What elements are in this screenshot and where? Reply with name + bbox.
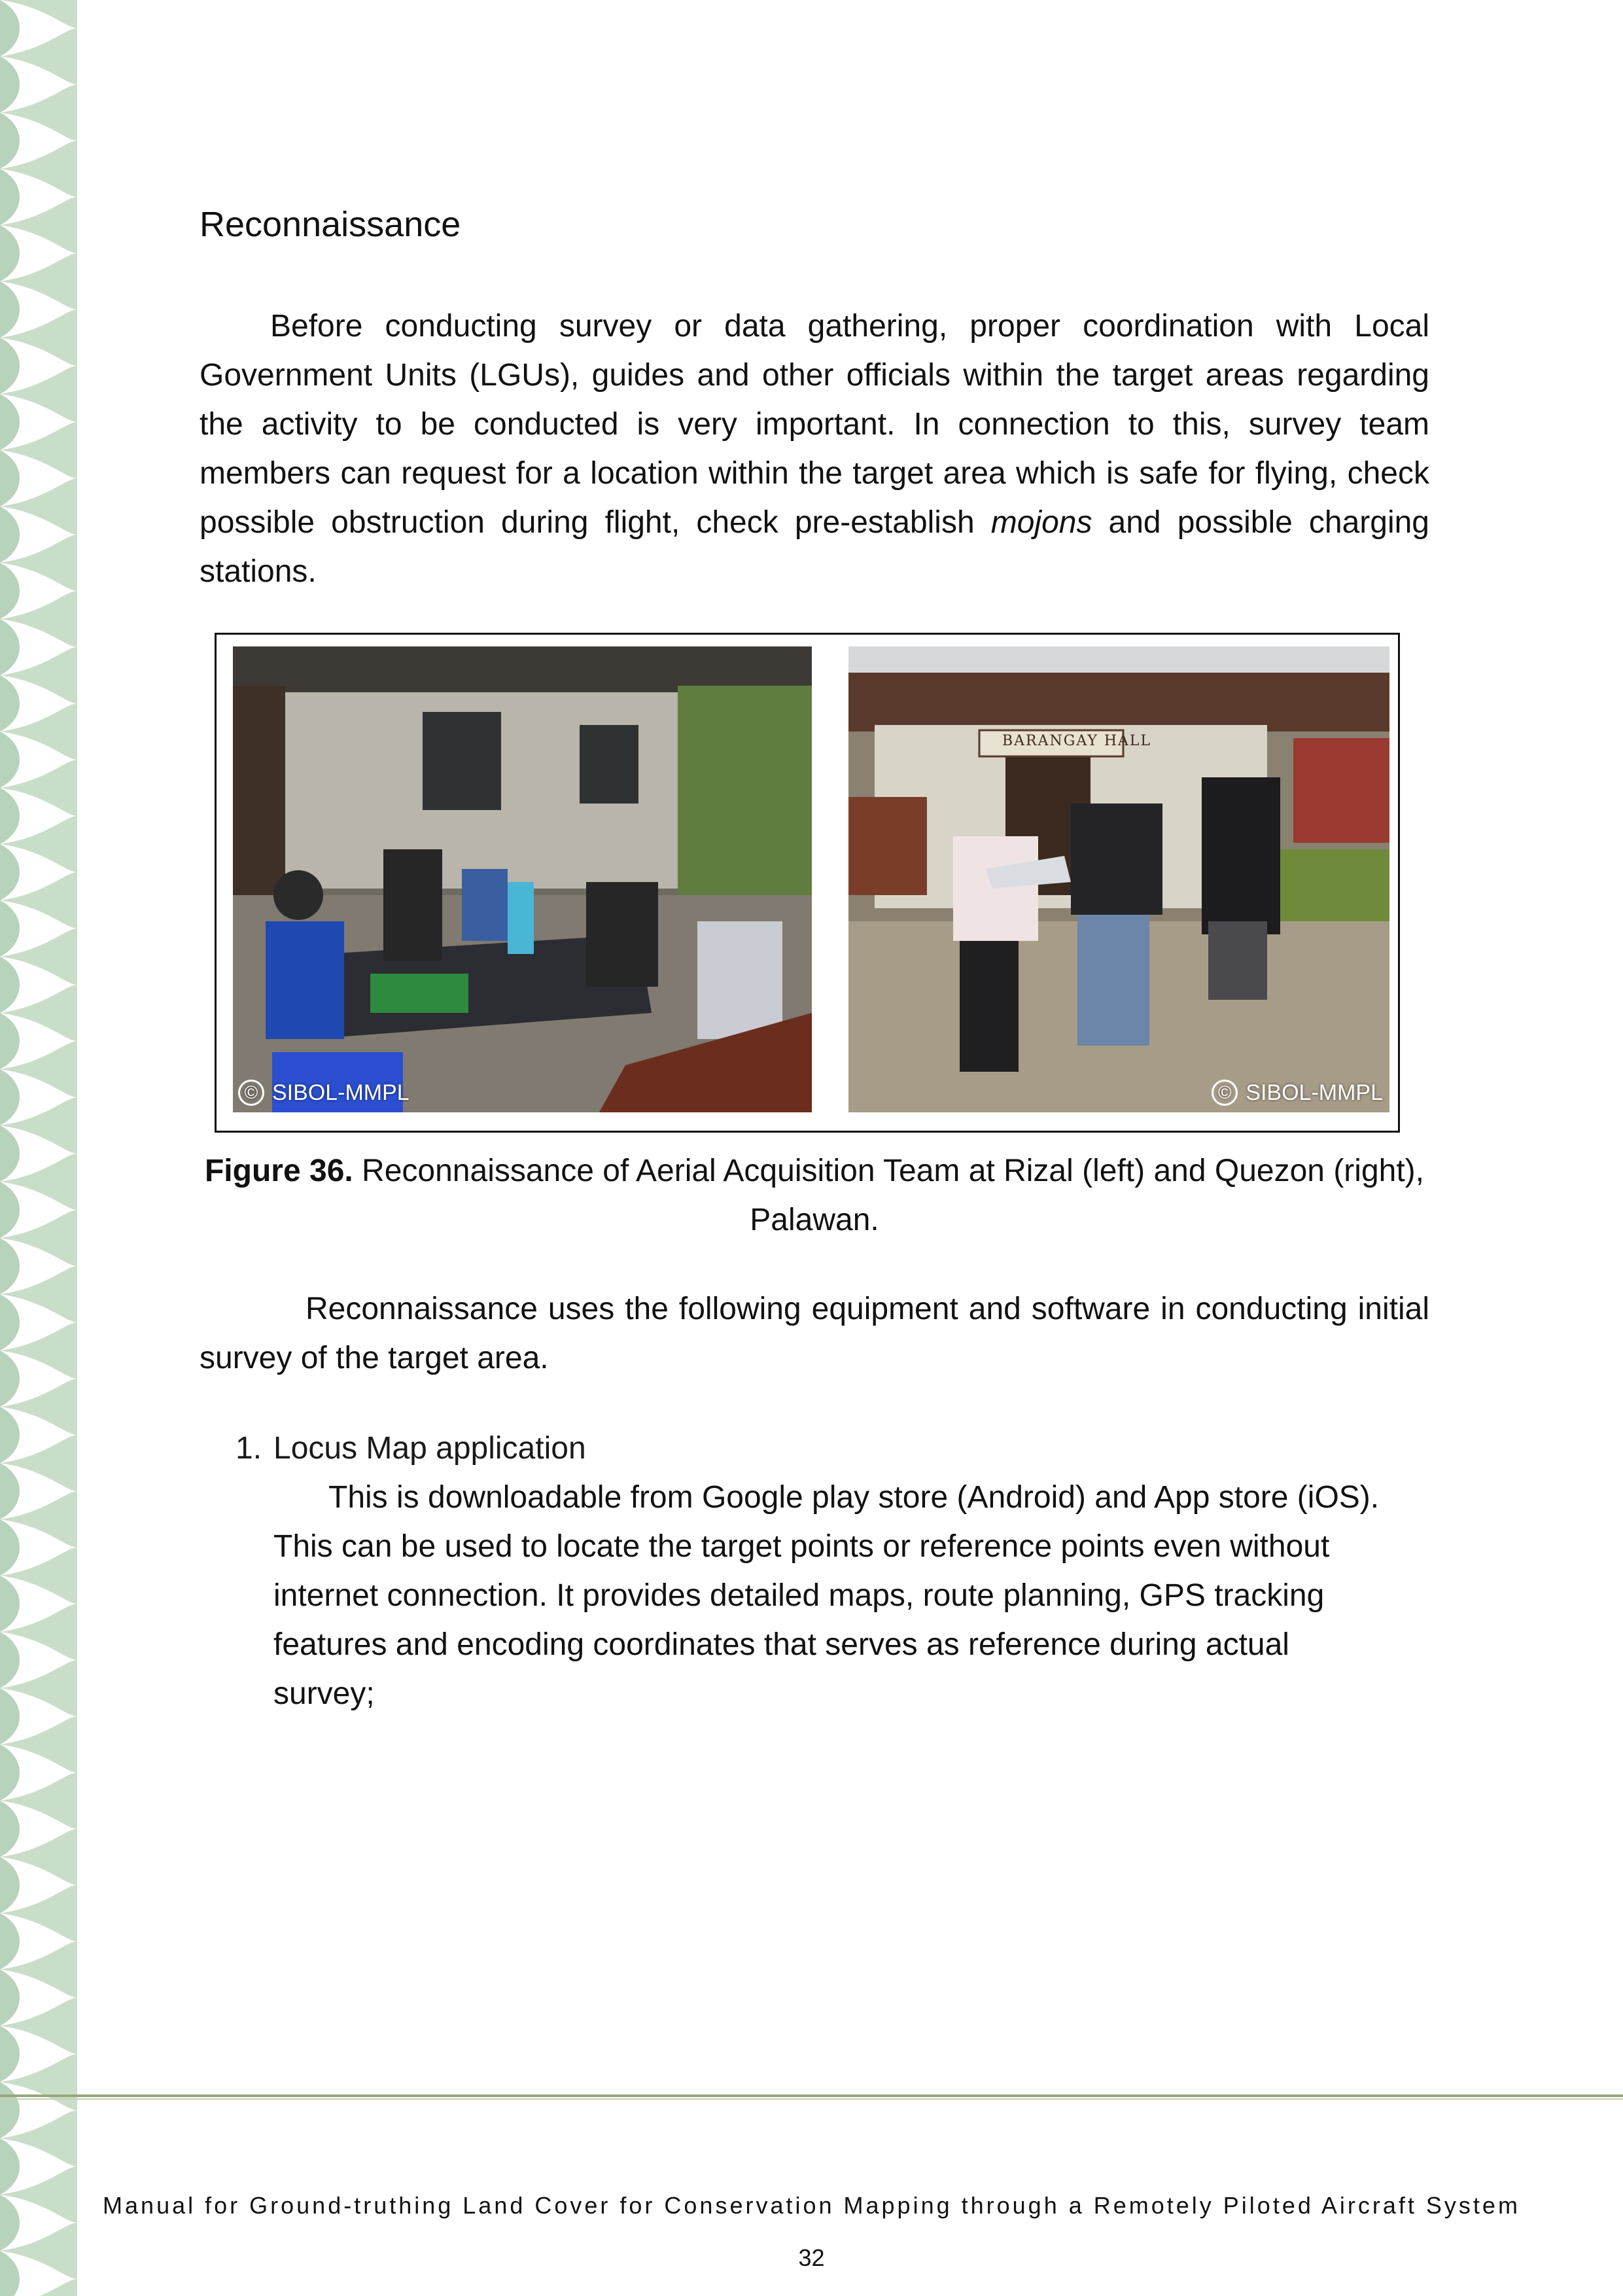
copyright-icon: © — [1212, 1080, 1238, 1106]
footer-divider — [0, 2094, 1623, 2097]
decorative-border-pattern — [0, 0, 77, 2296]
footer-divider-secondary — [0, 2098, 1623, 2100]
page-number: 32 — [798, 2244, 825, 2271]
copyright-icon: © — [238, 1080, 264, 1106]
footer-manual-title: Manual for Ground-truthing Land Cover for Conservation Mapping through a Remotely Piloted Aircraft System — [103, 2192, 1520, 2219]
list-item-title: Locus Map application — [273, 1431, 586, 1466]
barangay-hall-sign: BARANGAY HALL — [1002, 733, 1152, 749]
section-heading: Reconnaissance — [200, 205, 461, 244]
watermark-left: © SIBOL-MMPL — [238, 1080, 410, 1106]
figure-caption: Figure 36. Reconnaissance of Aerial Acquisition Team at Rizal (left) and Quezon (right), Palawan. — [204, 1154, 1424, 1237]
watermark-right: © SIBOL-MMPL — [1212, 1080, 1383, 1106]
list-item-number: 1. — [236, 1431, 262, 1466]
equipment-intro-paragraph: Reconnaissance uses the following equipment and software in conducting initial survey of the target area. — [200, 1292, 1429, 1375]
list-item-body: This is downloadable from Google play store (Android) and App store (iOS). This can be used to locate the target points or reference points even without internet connection. It provides detailed maps, route planning, GPS tracking features and encoding coordinates that serves as reference during actual survey; — [273, 1480, 1380, 1711]
intro-paragraph: Before conducting survey or data gathering, proper coordination with Local Government Units (LGUs), guides and other officials within the target areas regarding the activity to be conducted is very important. In connection to this, survey team members can request for a location within the target area which is safe for flying, check possible obstruction during flight, check pre-establish mojons and possible charging stations. — [200, 309, 1429, 589]
photo-rizal-meeting — [233, 646, 812, 1112]
photo-quezon-barangay-hall — [848, 646, 1389, 1112]
figure-frame — [215, 633, 1400, 1133]
